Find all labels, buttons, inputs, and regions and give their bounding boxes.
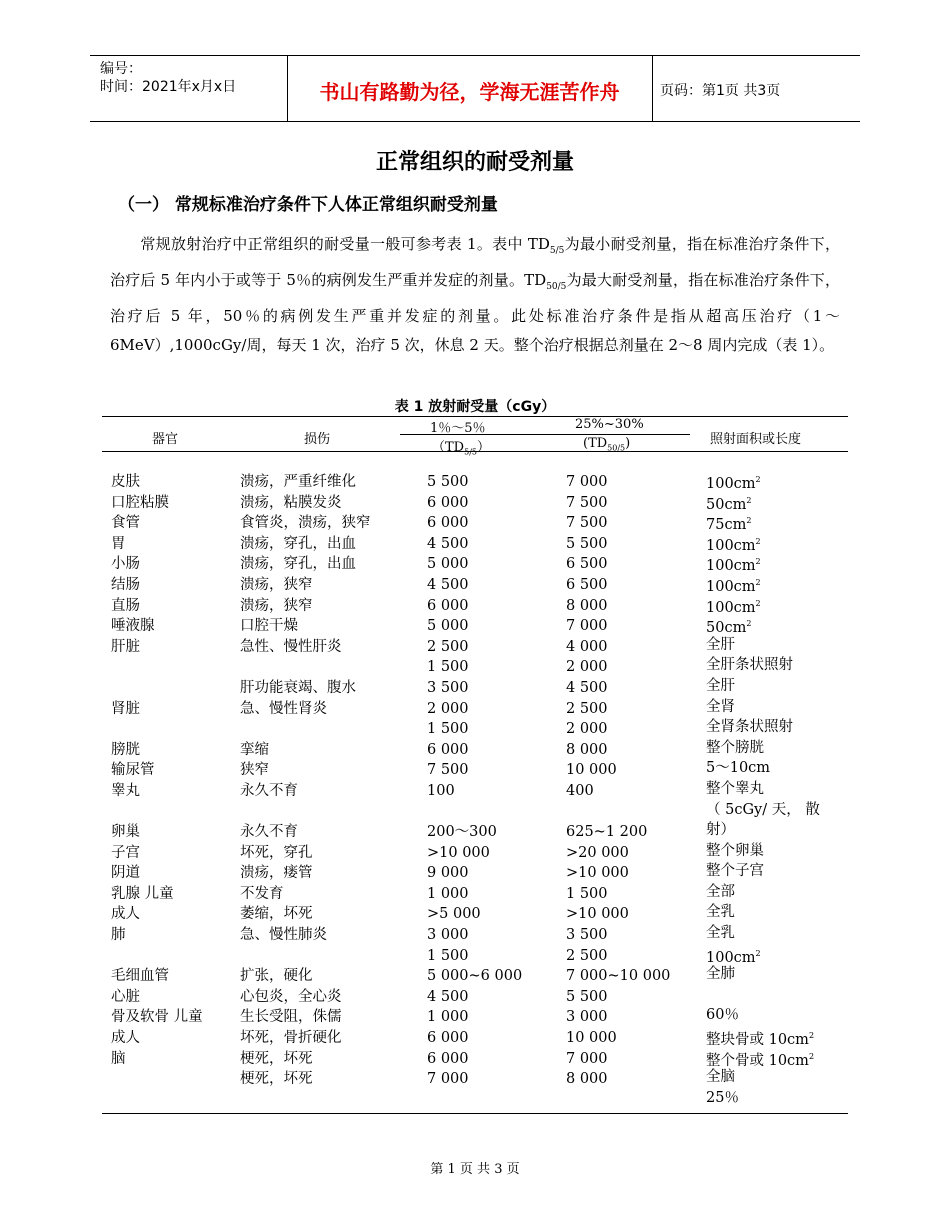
td5-cell: 9 000 [427, 865, 469, 882]
td5-cell: 200～300 [427, 824, 497, 841]
area-cell: $100cm^2$ [706, 475, 761, 492]
injury-cell: 急性、慢性肝炎 [240, 638, 342, 655]
area-cell: 全乳 [706, 904, 735, 921]
area-cell [706, 985, 820, 1006]
organ-cell: 胃 [111, 535, 126, 552]
td50-cell: 2 000 [566, 659, 608, 676]
area-cell: $50cm^2$ [706, 495, 752, 513]
td5-cell: 5 000 [427, 618, 469, 635]
document-title: 正常组织的耐受剂量 [375, 150, 574, 175]
organ-cell: 肾脏 [111, 700, 140, 717]
injury-cell: 急、慢性肾炎 [240, 700, 327, 717]
td50-cell [566, 802, 670, 823]
organ-cell: 阴道 [111, 865, 140, 882]
organ-cell: 结肠 [111, 576, 140, 593]
section-title: （一） 常规标准治疗条件下人体正常组织耐受剂量 [118, 195, 498, 215]
injury-cell: 肝功能衰竭、腹水 [240, 679, 356, 696]
injury-cell: 口腔干燥 [240, 618, 298, 635]
td5-cell: 100 [427, 782, 455, 799]
td50-cell: 7 000 [566, 474, 608, 490]
area-cell: 全部 [706, 883, 735, 900]
td50-cell: 6 500 [566, 576, 608, 593]
area-cell: $75cm^2$ [706, 516, 752, 534]
td5-cell: 3 000 [427, 927, 469, 944]
organ-cell: 乳腺 儿童 [111, 885, 174, 902]
document-number-label: 编号： [100, 61, 142, 77]
td5-cell: 6 000 [427, 494, 469, 511]
organ-cell: 脑 [111, 1050, 126, 1067]
td5-cell: 4 500 [427, 535, 469, 552]
area-cell: 60％ [706, 1007, 739, 1024]
area-cell: 全肝条状照射 [706, 657, 793, 674]
td5-cell: 1 000 [427, 885, 469, 902]
td50-cell: 8 000 [566, 1071, 608, 1088]
td5-cell: >10 000 [427, 844, 490, 861]
area-cell: （ 5cGy/ 天， 散 [706, 801, 820, 818]
organ-cell: 小肠 [111, 556, 140, 573]
td50-cell: 10 000 [566, 762, 617, 779]
td50-cell: >10 000 [566, 865, 629, 882]
area-cell: 整个卵巢 [706, 842, 764, 859]
td50-cell: 7 000 [566, 1050, 608, 1067]
injury-cell: 溃疡，瘘管 [240, 865, 313, 882]
area-cell: 全肝 [706, 636, 735, 653]
td50-cell: 2 000 [566, 721, 608, 738]
injury-cell: 食管炎，溃疡，狭窄 [240, 515, 371, 532]
organ-cell: 肺 [111, 927, 126, 944]
td50-cell: 8 000 [566, 597, 608, 614]
organ-cell: 心脏 [111, 988, 140, 1005]
area-cell: $100cm^2$ [706, 536, 761, 554]
header-bottom-rule [90, 121, 860, 122]
organ-cell: 输尿管 [111, 762, 155, 779]
header-area: 照射面积或长度 [710, 432, 802, 447]
injury-cell: 生长受阻，侏儒 [240, 1009, 342, 1026]
paragraph-part-2: 为最小耐受剂量，指在标准治疗条件下，治疗后 5 年内小于或等于 5％的病例发生严重并发症的剂量。TD [110, 235, 840, 289]
header-td5-close: ） [476, 440, 490, 455]
td5-cell: 6 000 [427, 741, 469, 758]
header-td5 [432, 436, 490, 457]
td5-cell: 6 000 [427, 1030, 469, 1047]
header-injury: 损伤 [304, 432, 331, 447]
document-time-label: 时间：2021年x月x日 [100, 79, 237, 95]
organ-cell: 毛细血管 [111, 968, 169, 985]
header-td50-sub: 50/5 [607, 443, 626, 453]
area-cell: 整个膀胱 [706, 739, 764, 756]
td50-cell: 7 000 [566, 618, 608, 635]
injury-cell: 梗死，坏死 [240, 1071, 313, 1088]
header-motto: 书山有路勤为径，学海无涯苦作舟 [319, 80, 620, 104]
organ-cell [111, 946, 203, 967]
organ-cell [111, 802, 203, 823]
area-cell: $100cm^2$ [706, 948, 761, 966]
td50-cell: 3 000 [566, 1009, 608, 1026]
td5-cell [427, 802, 522, 823]
td5-cell: 4 500 [427, 576, 469, 593]
area-cell: $100cm^2$ [706, 598, 761, 616]
organ-cell: 卵巢 [111, 824, 140, 841]
injury-cell: 不发育 [240, 885, 284, 902]
injury-cell [240, 802, 371, 823]
header-top-rule [90, 55, 860, 56]
area-cell: $50cm^2$ [706, 619, 752, 636]
td50-cell: 7 000~10 000 [566, 968, 671, 985]
injury-cell: 梗死，坏死 [240, 1050, 313, 1067]
intro-paragraph [110, 230, 840, 360]
header-td5-label: （TD [432, 440, 465, 455]
td5-cell: 1 500 [427, 659, 469, 676]
header-td50-label: (TD [583, 436, 608, 451]
td5-cell: 7 000 [427, 1071, 469, 1088]
header-td50-range: 25%~30% [575, 417, 644, 432]
injury-cell: 挛缩 [240, 741, 269, 758]
td5-cell: 6 000 [427, 597, 469, 614]
injury-cell: 坏死，骨折硬化 [240, 1030, 342, 1047]
area-cell: 全肺 [706, 966, 735, 983]
area-cell: 5～10cm [706, 760, 771, 777]
header-td50 [583, 436, 630, 453]
td5-cell: 1 500 [427, 947, 469, 964]
injury-cell: 溃疡，狭窄 [240, 597, 313, 614]
area-cell: 整个子宫 [706, 863, 764, 880]
injury-cell [240, 657, 371, 678]
td50-cell: 3 500 [566, 927, 608, 944]
injury-cell: 萎缩，坏死 [240, 906, 313, 923]
area-cell: 全肝 [706, 677, 735, 694]
paragraph-part-3: 为最大耐受剂量，指在标准治疗条件下，治疗后 5 年，50％的病例发生严重并发症的剂量。此处标准治疗条件是指从超高压治疗（1～6MeV）,1000cGy/周，每天 1 次，治疗 5 次，休息 2 天。整个治疗根据总剂量在 2～8 周内完成（表 1）。 [110, 271, 840, 354]
injury-cell: 溃疡，穿孔，出血 [240, 556, 356, 573]
organ-cell [111, 678, 203, 699]
td50-cell: 7 500 [566, 494, 608, 511]
organ-cell: 口腔粘膜 [111, 494, 169, 511]
area-cell: 整个骨或 $10cm^2$ [706, 1051, 815, 1069]
paragraph-subscript-1: 5/5 [549, 246, 565, 256]
area-cell: 25％ [706, 1089, 739, 1106]
organ-cell: 肝脏 [111, 638, 140, 655]
table-bottom-rule [102, 1113, 848, 1114]
injury-cell: 永久不育 [240, 782, 298, 799]
header-divider-right [652, 55, 653, 121]
injury-cell: 溃疡，狭窄 [240, 576, 313, 593]
header-organ: 器官 [152, 432, 179, 447]
td50-cell: 4 000 [566, 638, 608, 655]
area-cell: 射） [706, 822, 735, 839]
injury-column [240, 472, 371, 1090]
td5-cell: 2 500 [427, 638, 469, 655]
td50-cell: 5 500 [566, 988, 608, 1005]
organ-cell: 食管 [111, 515, 140, 532]
area-cell: $100cm^2$ [706, 557, 761, 575]
td50-cell: 6 500 [566, 556, 608, 573]
td5-cell: 5 000 [427, 556, 469, 573]
td50-cell: 625~1 200 [566, 824, 648, 841]
area-cell: 全肾 [706, 698, 735, 715]
organ-cell [111, 657, 203, 678]
area-cell: 整块骨或 $10cm^2$ [706, 1031, 815, 1048]
header-td50-close: ) [625, 436, 631, 451]
td5-cell: 1 000 [427, 1009, 469, 1026]
td50-column [566, 472, 670, 1090]
td5-cell: 5 000~6 000 [427, 968, 523, 985]
header-td5-range: 1％～5％ [430, 421, 486, 436]
area-cell: 整个睾丸 [706, 780, 764, 797]
td5-cell: 2 000 [427, 700, 469, 717]
injury-cell: 溃疡，严重纤维化 [240, 474, 356, 490]
injury-cell: 溃疡，粘膜发炎 [240, 494, 342, 511]
injury-cell: 扩张，硬化 [240, 968, 313, 985]
td50-cell: 7 500 [566, 515, 608, 532]
td5-cell: 1 500 [427, 721, 469, 738]
injury-cell: 坏死，穿孔 [240, 844, 313, 861]
td50-cell: 400 [566, 782, 594, 799]
organ-cell: 骨及软骨 儿童 [111, 1009, 203, 1026]
area-cell: 全脑 [706, 1069, 735, 1086]
td50-cell: >20 000 [566, 844, 629, 861]
organ-cell: 膀胱 [111, 741, 140, 758]
td5-cell: 4 500 [427, 988, 469, 1005]
organ-cell: 睾丸 [111, 782, 140, 799]
area-cell: 全肾条状照射 [706, 719, 793, 736]
organ-cell: 直肠 [111, 597, 140, 614]
td50-cell: >10 000 [566, 906, 629, 923]
paragraph-part-1: 常规放射治疗中正常组织的耐受量一般可参考表 1。表中 TD [140, 235, 550, 253]
organ-cell [111, 719, 203, 740]
organ-cell: 成人 [111, 1030, 140, 1047]
table-title: 表 1 放射耐受量（cGy） [394, 399, 556, 415]
injury-cell [240, 719, 371, 740]
injury-cell [240, 946, 371, 967]
td50-cell: 2 500 [566, 700, 608, 717]
organ-cell: 子宫 [111, 844, 140, 861]
organ-cell: 成人 [111, 906, 140, 923]
injury-cell: 永久不育 [240, 824, 298, 841]
injury-cell: 狭窄 [240, 762, 269, 779]
organ-cell: 唾液腺 [111, 618, 155, 635]
area-column [706, 470, 820, 1108]
organ-cell: 皮肤 [111, 474, 140, 490]
organ-column [111, 472, 203, 1069]
injury-cell: 溃疡，穿孔，出血 [240, 535, 356, 552]
area-cell: $100cm^2$ [706, 577, 761, 595]
td5-cell: 6 000 [427, 515, 469, 532]
injury-cell: 心包炎，全心炎 [240, 988, 342, 1005]
td5-cell: 7 500 [427, 762, 469, 779]
injury-cell: 急、慢性肺炎 [240, 927, 327, 944]
header-td5-sub: 5/5 [464, 447, 477, 457]
td5-cell: >5 000 [427, 906, 481, 923]
td5-cell: 5 500 [427, 474, 469, 490]
td50-cell: 8 000 [566, 741, 608, 758]
paragraph-subscript-2: 50/5 [546, 282, 567, 292]
td5-cell: 3 500 [427, 679, 469, 696]
td5-cell: 6 000 [427, 1050, 469, 1067]
area-cell: 全乳 [706, 925, 735, 942]
td50-cell: 10 000 [566, 1030, 617, 1047]
td50-cell: 1 500 [566, 885, 608, 902]
header-page-info: 页码：第1页 共3页 [660, 83, 781, 99]
td50-cell: 4 500 [566, 679, 608, 696]
td50-cell: 5 500 [566, 535, 608, 552]
td5-column [427, 472, 522, 1090]
td50-cell: 2 500 [566, 947, 608, 964]
page-footer: 第 1 页 共 3 页 [430, 1162, 520, 1177]
